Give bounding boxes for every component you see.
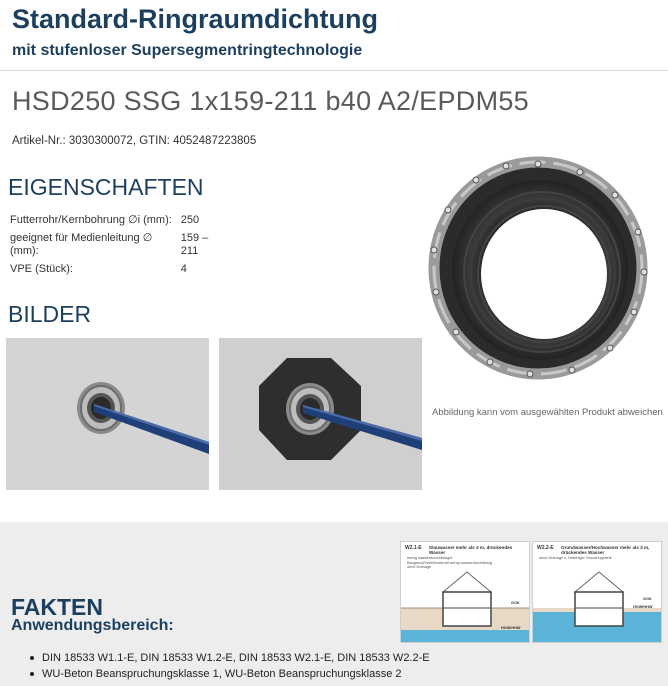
property-label: Futterrohr/Kernbohrung ∅i (mm): bbox=[10, 214, 172, 226]
list-item: WU-Beton Beanspruchungsklasse 1, WU-Beton Beanspruchungsklasse 2 bbox=[30, 666, 430, 682]
facts-heading: FAKTEN bbox=[11, 594, 103, 621]
page-subtitle: mit stufenloser Supersegmentringtechnologie bbox=[12, 42, 363, 59]
list-item: DIN 18533 W1.1-E, DIN 18533 W1.2-E, DIN 18533 W2.1-E, DIN 18533 W2.2-E bbox=[30, 650, 430, 666]
load-case-diagram-w22e[interactable] bbox=[532, 541, 662, 643]
property-value: 4 bbox=[180, 263, 187, 275]
property-row bbox=[10, 232, 210, 258]
page-title: Standard-Ringraumdichtung bbox=[12, 4, 378, 34]
application-list bbox=[30, 650, 430, 682]
hgw-label: HGW/HHW bbox=[633, 605, 653, 609]
load-case-diagram-w21e[interactable] bbox=[400, 541, 530, 643]
diagram-note: wenig wasserdurchlässiger Baugrund/Verfüllmaterial wenig wasserdurchlässig ohne Dränage bbox=[407, 556, 492, 569]
gok-label: GOK bbox=[511, 601, 520, 605]
property-row bbox=[10, 214, 210, 227]
wall-pipe-flange-photo bbox=[219, 338, 422, 490]
property-value: 159 – 211 bbox=[180, 232, 209, 257]
product-name: HSD250 SSG 1x159-211 b40 A2/EPDM55 bbox=[12, 86, 530, 116]
property-value: 250 bbox=[180, 214, 200, 226]
installation-photo-1[interactable] bbox=[6, 338, 209, 490]
sealing-ring-illustration bbox=[420, 150, 650, 390]
diagram-title: Stauwasser mehr als 3 m, drückendes Wasser bbox=[429, 545, 513, 555]
diagram-illustration bbox=[401, 542, 529, 642]
wall-pipe-photo bbox=[6, 338, 209, 490]
gok-label: GOK bbox=[643, 597, 652, 601]
article-number: Artikel-Nr.: 3030300072, GTIN: 4052487223805 bbox=[12, 135, 257, 147]
header-divider bbox=[0, 70, 668, 71]
diagram-code: W2.2-E bbox=[537, 545, 554, 551]
diagram-title: Grundwasser/Hochwasser mehr als 3 m, drückendes Wasser bbox=[561, 545, 650, 555]
diagram-note: ohne Dränage o. beliebiger Grundungstiefe bbox=[539, 556, 612, 560]
property-label: VPE (Stück): bbox=[10, 263, 73, 275]
hgw-label: HGW/HHW bbox=[501, 626, 521, 630]
property-row bbox=[10, 263, 210, 276]
property-label: geeignet für Medienleitung ∅ (mm): bbox=[10, 232, 153, 257]
images-heading: BILDER bbox=[8, 301, 92, 327]
diagram-code: W2.1-E bbox=[405, 545, 422, 551]
product-image[interactable] bbox=[420, 150, 650, 390]
diagram-illustration bbox=[533, 542, 661, 642]
installation-photo-2[interactable] bbox=[219, 338, 422, 490]
image-caption: Abbildung kann vom ausgewählten Produkt abweichen bbox=[432, 407, 663, 418]
properties-table bbox=[10, 214, 210, 281]
properties-heading: EIGENSCHAFTEN bbox=[8, 174, 204, 200]
application-heading: Anwendungsbereich: bbox=[11, 617, 174, 634]
